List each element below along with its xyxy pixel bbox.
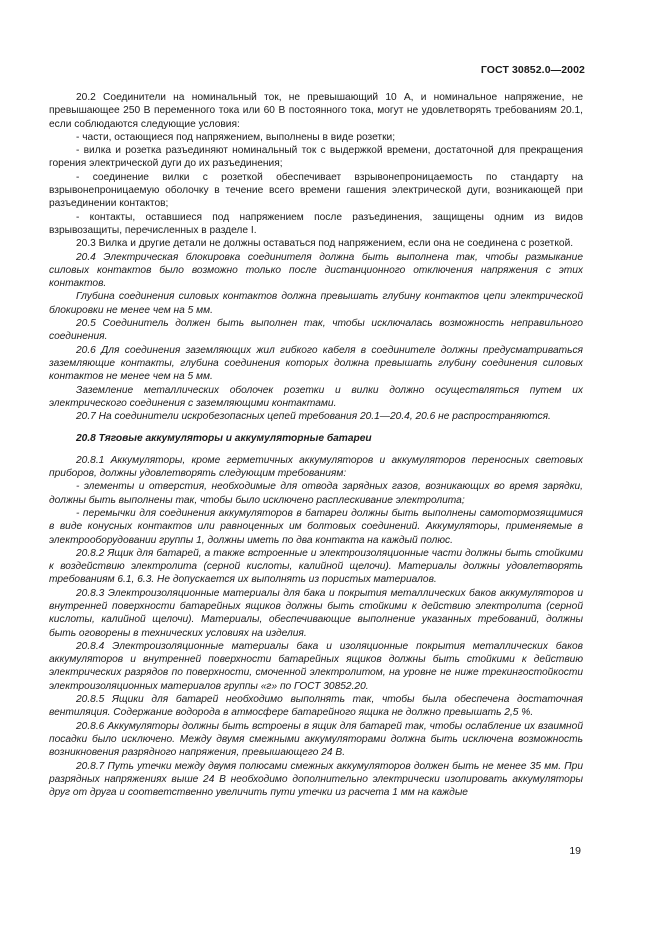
list-item: - контакты, оставшиеся под напряжением после разъединения, защищены одним из видов взрывозащиты, перечисленных в разделе I. — [49, 211, 583, 236]
paragraph-20-8-7: 20.8.7 Путь утечки между двумя полюсами смежных аккумуляторов должен быть не менее 35 мм. При разрядных напряжениях выше 24 В необходимо дополнительно электрически изолировать аккумуляторы друг от друга и соответственно увеличить пути утечки из расчета 1 мм на каждые — [49, 760, 583, 799]
standard-designation: ГОСТ 30852.0—2002 — [480, 64, 585, 76]
paragraph-20-8-3: 20.8.3 Электроизоляционные материалы для бака и покрытия металлических баков аккумуляторов и внутренней поверхности батарейных ящиков должны быть стойкими к действию электролита (серной кислоты, калийной щелочи). Материалы, обеспечивающие выполнение указанных требований, должны быть оговорены в технических условиях на изделия. — [49, 587, 583, 639]
paragraph-20-7: 20.7 На соединители искробезопасных цепей требования 20.1—20.4, 20.6 не распространяются. — [76, 411, 551, 423]
paragraph-20-2: 20.2 Соединители на номинальный ток, не превышающий 10 А, и номинальное напряжение, не превышающее 250 В переменного тока или 60 В постоянного тока, могут не удовлетворять требованиям 20.1, если соблюдаются следующие условия: — [49, 92, 583, 130]
body-text — [49, 91, 583, 799]
paragraph-20-8-2: 20.8.2 Ящик для батарей, а также встроенные и электроизоляционные части должны быть стойкими к воздействию электролита (серной кислоты, калийной щелочи). Материалы должны удовлетворять требованиям 6.1, 6.3. Не допускается их выполнять из пористых материалов. — [49, 547, 583, 586]
page-number: 19 — [569, 845, 581, 857]
paragraph-20-6-grounding: Заземление металлических оболочек розетки и вилки должно осуществляться путем их электрического соединения с заземляющими контактами. — [49, 384, 583, 409]
paragraph-20-8-5: 20.8.5 Ящики для батарей необходимо выполнять так, чтобы была обеспечена достаточная вентиляция. Содержание водорода в атмосфере батарейного ящика не должно превышать 2,5 %. — [49, 694, 583, 719]
list-item: - элементы и отверстия, необходимые для отвода зарядных газов, возникающих во время зарядки, должны быть выполнены так, чтобы было исключено расплескивание электролита; — [49, 481, 583, 506]
paragraph-20-8-6: 20.8.6 Аккумуляторы должны быть встроены в ящик для батарей так, чтобы ослабление их взаимной посадки было исключено. Между двумя смежными аккумуляторами должна быть исключена возможность возникновения разрядного напряжения, превышающего 24 В. — [49, 720, 583, 759]
paragraph-20-4: 20.4 Электрическая блокировка соединителя должна быть выполнена так, чтобы размыкание силовых контактов было возможно только после дистанционного отключения напряжения с этих контактов. — [49, 251, 583, 290]
list-item: - перемычки для соединения аккумуляторов в батареи должны быть выполнены самотормозящимися в виде конусных контактов или равноценных им болтовых соединений. Аккумуляторы, применяемые в электрооборудовании группы 1, должны иметь по два контакта на каждый полюс. — [49, 507, 583, 546]
section-heading-20-8: 20.8 Тяговые аккумуляторы и аккумуляторные батареи — [76, 433, 372, 445]
paragraph-20-8-1: 20.8.1 Аккумуляторы, кроме герметичных аккумуляторов и аккумуляторов переносных световых приборов, должны удовлетворять следующим требованиям: — [49, 454, 583, 480]
list-item: - части, остающиеся под напряжением, выполнены в виде розетки; — [76, 131, 396, 143]
paragraph-20-5: 20.5 Соединитель должен быть выполнен так, чтобы исключалась возможность неправильного соединения. — [49, 318, 583, 343]
paragraph-20-8-4: 20.8.4 Электроизоляционные материалы бака и изоляционные покрытия металлических баков аккумуляторов и внутренней поверхности батарейных ящиков должны быть стойкими к действию электрических разрядов по поверхности, смоченной электролитом, на уровне не ниже трекингостойкости электроизоляционных материалов группы «г» по ГОСТ 30852.20. — [49, 640, 583, 692]
list-item: - соединение вилки с розеткой обеспечивает взрывонепроницаемость по стандарту на взрывонепроницаемую оболочку в течение всего времени гашения электрической дуги, возникающей при разъединении контактов; — [49, 171, 583, 210]
list-item: - вилка и розетка разъединяют номинальный ток с выдержкой времени, достаточной для прекращения горения электрической дуги до их разъединения; — [49, 145, 583, 170]
paragraph-20-4-depth: Глубина соединения силовых контактов должна превышать глубину контактов цепи электрической блокировки не менее чем на 5 мм. — [49, 291, 583, 316]
paragraph-20-3: 20.3 Вилка и другие детали не должны оставаться под напряжением, если она не соединена с розеткой. — [76, 238, 574, 250]
paragraph-20-6: 20.6 Для соединения заземляющих жил гибкого кабеля в соединителе должны предусматриваться заземляющие контакты, глубина соединения которых должна превышать глубину соединения силовых контактов не менее чем на 5 мм. — [49, 344, 583, 383]
